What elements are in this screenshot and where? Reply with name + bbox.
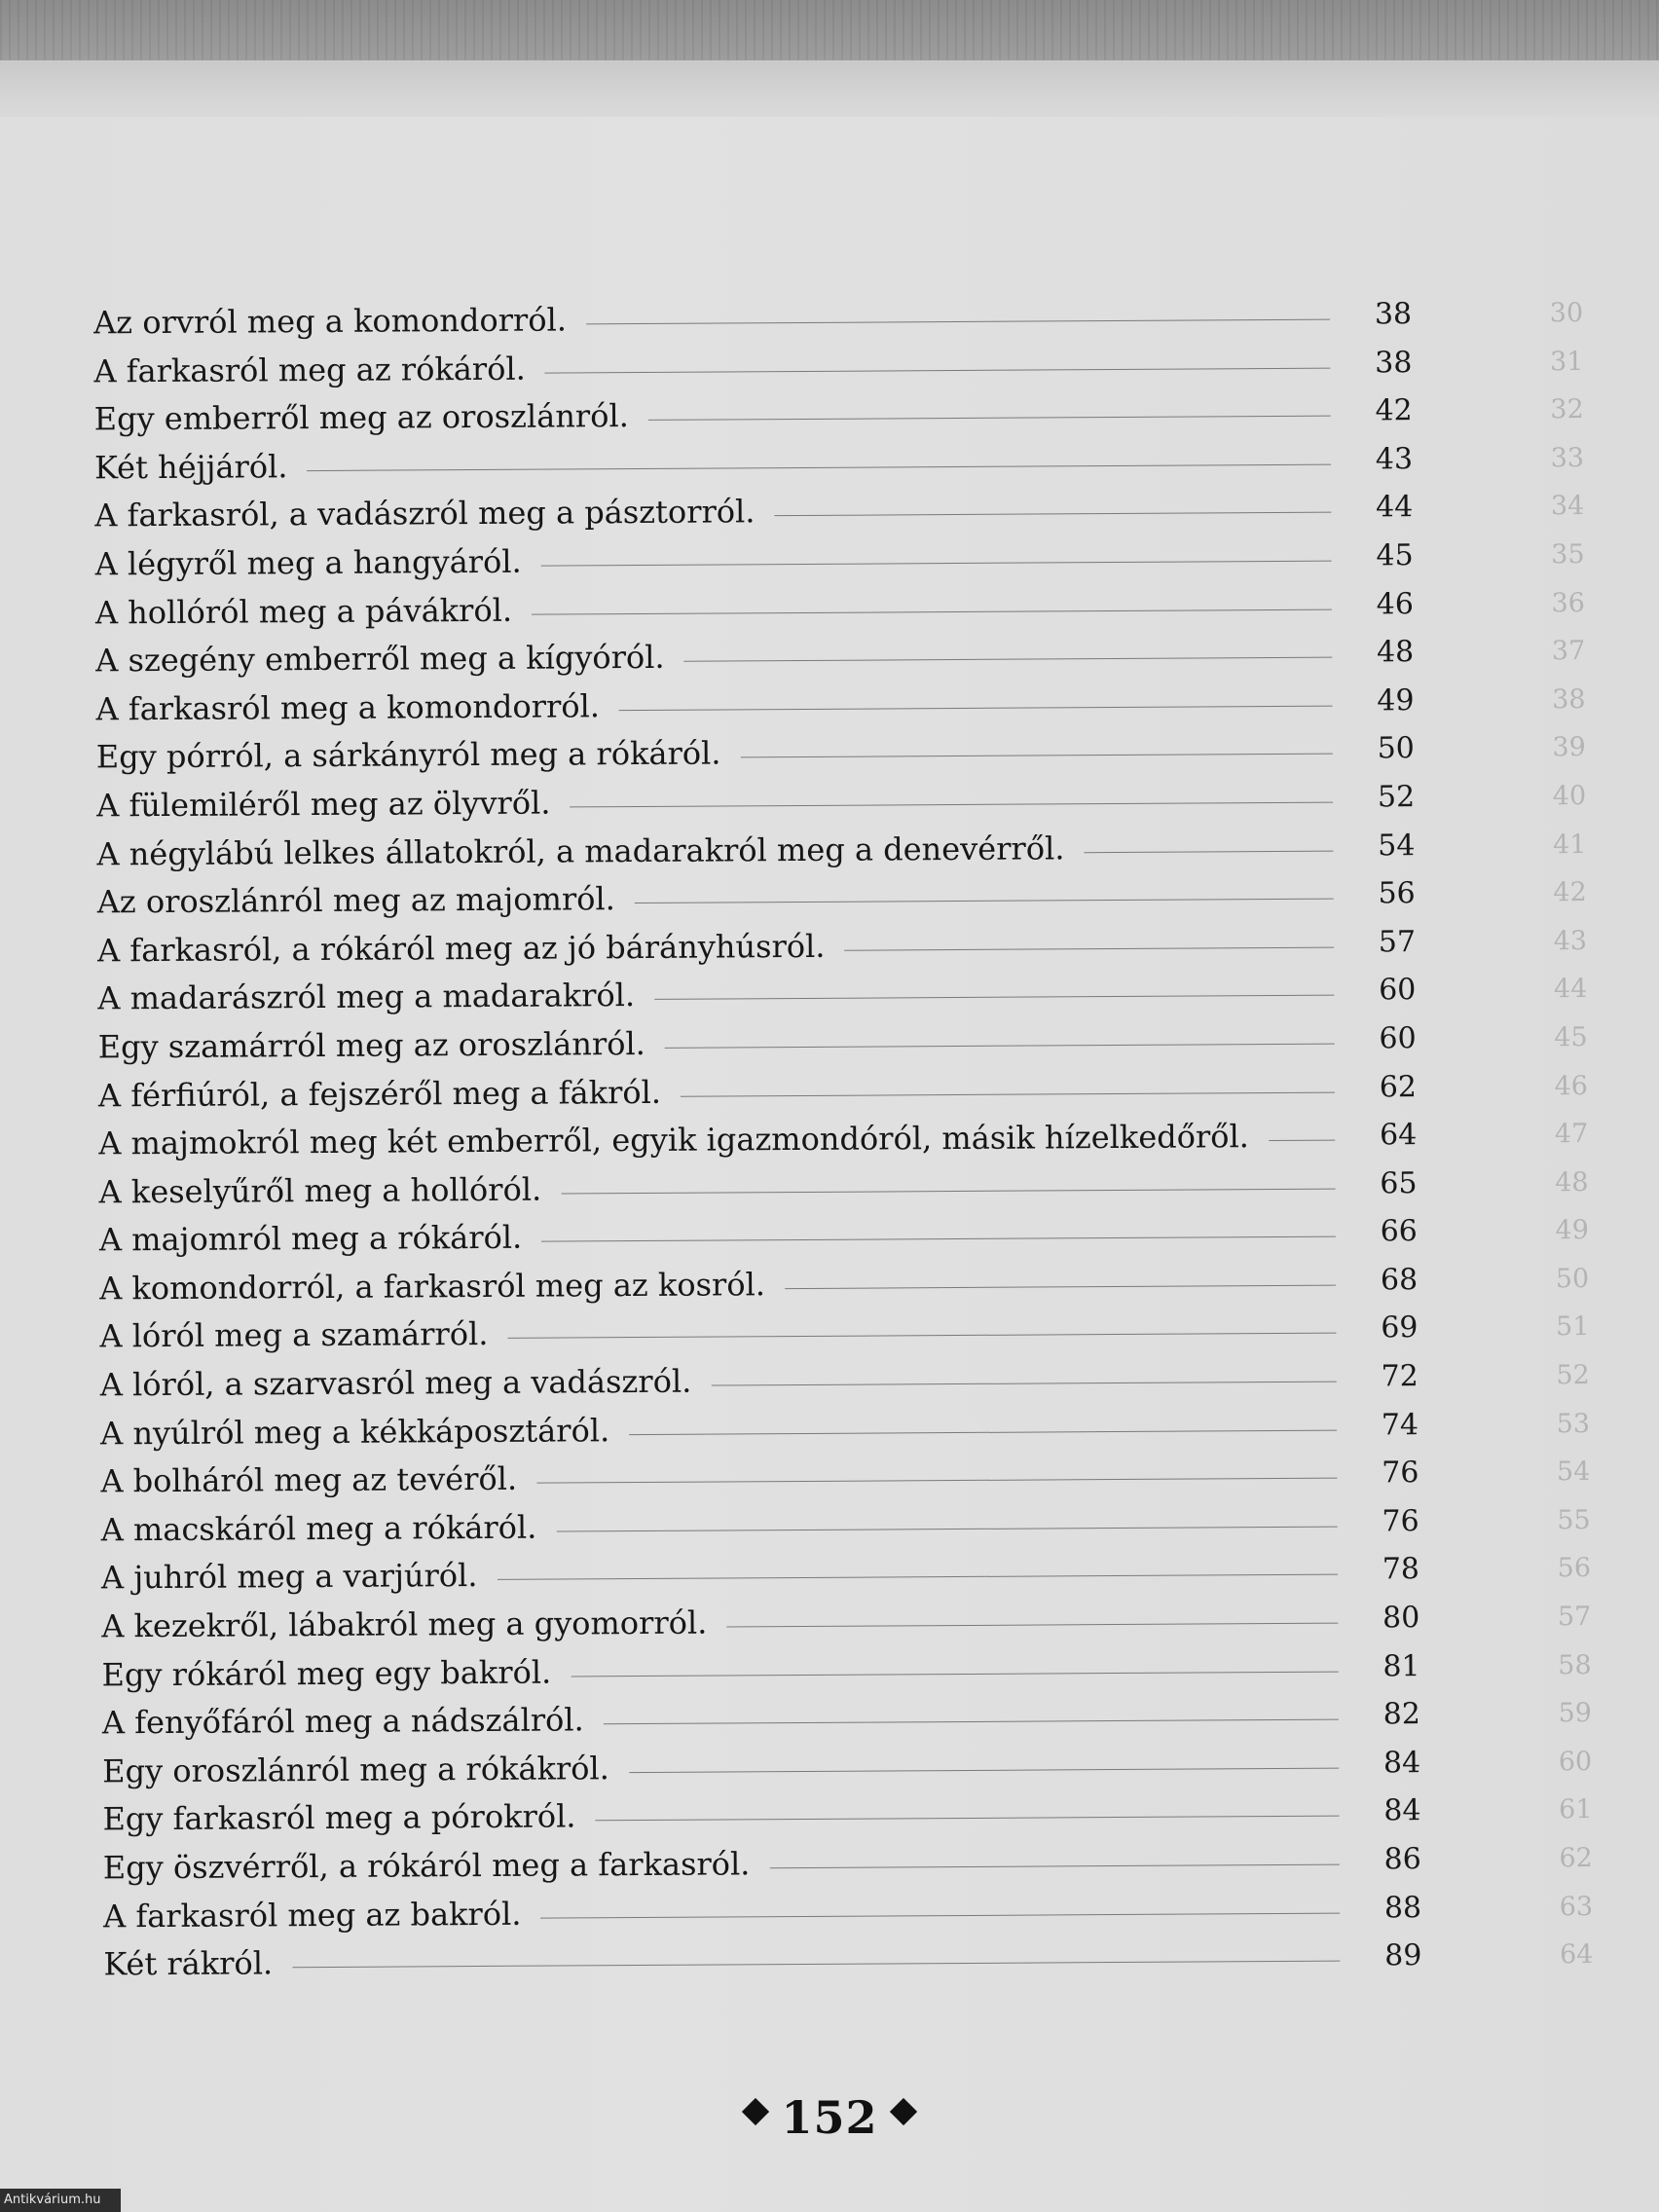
toc-entry-title: Egy rókáról meg egy bakról. — [101, 1653, 552, 1694]
leader-line — [844, 946, 1334, 950]
toc-entry-sequence-number: 51 — [1555, 1311, 1590, 1343]
toc-entry-sequence-number: 42 — [1553, 877, 1587, 908]
leader-line — [544, 367, 1330, 373]
toc-entry-page: 52 — [1377, 780, 1416, 815]
leader-line — [557, 1526, 1338, 1531]
toc-entry-page: 76 — [1382, 1503, 1419, 1539]
diamond-ornament-icon — [742, 2098, 769, 2125]
toc-entry-page: 86 — [1383, 1842, 1421, 1877]
toc-entry-page: 45 — [1376, 538, 1414, 573]
leader-line — [541, 561, 1332, 567]
toc-entry-sequence-number: 57 — [1557, 1602, 1592, 1633]
watermark-label: Antikvárium.hu — [0, 2189, 121, 2212]
leader-line — [774, 512, 1331, 516]
page-number-footer — [720, 2091, 939, 2159]
toc-entry-page: 66 — [1380, 1214, 1418, 1249]
toc-entry-sequence-number: 47 — [1554, 1119, 1589, 1150]
leader-line — [307, 463, 1331, 470]
toc-entry-title: Egy farkasról meg a pórokról. — [102, 1797, 576, 1838]
toc-entry-title: A macskáról meg a rókáról. — [100, 1508, 537, 1549]
toc-entry-sequence-number: 31 — [1549, 346, 1584, 377]
toc-entry-page: 68 — [1380, 1262, 1419, 1298]
toc-entry-title: A farkasról meg az rókáról. — [93, 350, 526, 390]
table-of-contents — [0, 294, 1659, 1994]
leader-line — [596, 1816, 1340, 1822]
toc-entry-page: 84 — [1383, 1793, 1421, 1828]
toc-entry-sequence-number: 61 — [1559, 1794, 1593, 1825]
toc-entry-title: A férfiúról, a fejszéről meg a fákról. — [97, 1073, 662, 1114]
leader-line — [681, 1091, 1335, 1096]
toc-entry-sequence-number: 49 — [1555, 1215, 1589, 1246]
toc-entry-page: 56 — [1378, 876, 1416, 911]
toc-entry-sequence-number: 40 — [1552, 780, 1587, 812]
toc-entry-title: A fülemiléről meg az ölyvről. — [96, 784, 551, 825]
toc-entry-page: 44 — [1376, 490, 1414, 525]
leader-line — [507, 1333, 1336, 1339]
leader-line — [604, 1719, 1339, 1725]
toc-entry-sequence-number: 38 — [1552, 683, 1586, 716]
toc-entry-title: A fenyőfáról meg a nádszálról. — [101, 1701, 584, 1742]
toc-entry-title: Két rákról. — [103, 1944, 274, 1983]
toc-entry-page: 38 — [1375, 345, 1413, 380]
toc-entry-page: 76 — [1382, 1456, 1419, 1491]
toc-entry-page: 69 — [1381, 1310, 1419, 1346]
leader-line — [532, 608, 1332, 614]
toc-entry-sequence-number: 37 — [1551, 636, 1586, 667]
leader-line — [654, 995, 1334, 1000]
leader-line — [648, 416, 1331, 421]
toc-entry-title: Egy szamárról meg az oroszlánról. — [97, 1024, 645, 1066]
leader-line — [498, 1574, 1338, 1580]
toc-entry-sequence-number: 53 — [1556, 1408, 1591, 1439]
toc-entry-page: 42 — [1375, 393, 1413, 428]
page-number: 152 — [781, 2091, 878, 2144]
toc-entry-title: A lóról meg a szamárról. — [99, 1315, 489, 1355]
toc-entry-title: Egy pórról, a sárkányról meg a rókáról. — [95, 734, 721, 776]
toc-entry-title: A lóról, a szarvasról meg a vadászról. — [99, 1362, 692, 1404]
toc-entry-sequence-number: 55 — [1557, 1504, 1591, 1536]
toc-entry-sequence-number: 34 — [1550, 491, 1585, 522]
toc-entry-sequence-number: 39 — [1552, 732, 1586, 763]
toc-entry — [10, 1936, 1659, 1994]
leader-line — [571, 1671, 1339, 1677]
toc-entry-sequence-number: 41 — [1552, 829, 1587, 860]
toc-entry-title: Az orvról meg a komondorról. — [93, 301, 568, 342]
leader-line — [292, 1961, 1340, 1969]
toc-entry-title: A nyúlról meg a kékkáposztáról. — [99, 1411, 610, 1453]
toc-entry-title: A keselyűről meg a hollóról. — [98, 1170, 542, 1211]
toc-entry-page: 84 — [1382, 1745, 1421, 1781]
toc-entry-title: A farkasról, a rókáról meg az jó bárányhúsról. — [96, 927, 826, 970]
toc-entry-page: 60 — [1379, 973, 1417, 1008]
toc-entry-title: A juhról meg a varjúról. — [100, 1557, 478, 1597]
toc-entry-title: A farkasról meg az bakról. — [103, 1895, 522, 1935]
toc-entry-sequence-number: 43 — [1553, 925, 1588, 956]
leader-line — [629, 1767, 1339, 1772]
toc-entry-page: 48 — [1376, 635, 1415, 670]
toc-entry-title: A légyről meg a hangyáról. — [94, 542, 522, 583]
toc-entry-sequence-number: 35 — [1551, 539, 1585, 571]
toc-entry-sequence-number: 33 — [1550, 442, 1585, 474]
toc-entry-page: 49 — [1377, 682, 1415, 719]
leader-line — [1269, 1140, 1335, 1141]
leader-line — [741, 754, 1333, 758]
toc-entry-title: Egy oroszlánról meg a rókákról. — [102, 1750, 609, 1790]
toc-entry-sequence-number: 46 — [1554, 1070, 1589, 1101]
toc-entry-sequence-number: 48 — [1555, 1166, 1589, 1198]
leader-line — [683, 657, 1332, 662]
leader-line — [586, 319, 1330, 325]
toc-entry-title: Egy öszvérről, a rókáról meg a farkasról. — [102, 1845, 751, 1887]
toc-entry-sequence-number: 44 — [1553, 974, 1588, 1005]
toc-entry-sequence-number: 62 — [1559, 1843, 1593, 1874]
toc-entry-title: Egy emberről meg az oroszlánról. — [93, 397, 629, 438]
toc-entry-title: A bolháról meg az tevéről. — [100, 1460, 518, 1500]
toc-entry-page: 72 — [1381, 1359, 1419, 1394]
toc-entry-page: 64 — [1379, 1118, 1418, 1153]
toc-entry-title: A komondorról, a farkasról meg az kosról. — [99, 1266, 766, 1308]
toc-entry-page: 65 — [1380, 1165, 1418, 1201]
toc-entry-page: 89 — [1384, 1938, 1422, 1973]
toc-entry-page: 62 — [1379, 1069, 1418, 1104]
toc-entry-title: A farkasról meg a komondorról. — [95, 686, 601, 728]
toc-entry-sequence-number: 50 — [1555, 1263, 1590, 1295]
leader-line — [629, 1429, 1337, 1434]
toc-entry-sequence-number: 30 — [1549, 298, 1584, 329]
toc-entry-sequence-number: 59 — [1558, 1698, 1592, 1729]
toc-entry-sequence-number: 32 — [1550, 394, 1584, 425]
leader-line — [665, 1044, 1335, 1049]
toc-entry-title: A majomról meg a rókáról. — [98, 1219, 523, 1259]
toc-entry-sequence-number: 56 — [1557, 1553, 1592, 1584]
leader-line — [635, 899, 1334, 903]
toc-entry-sequence-number: 63 — [1559, 1891, 1594, 1922]
toc-entry-page: 38 — [1374, 297, 1413, 332]
leader-line — [541, 1236, 1336, 1242]
toc-entry-title: A kezekről, lábakról meg a gyomorról. — [101, 1604, 708, 1645]
toc-entry-page: 57 — [1378, 924, 1417, 960]
toc-entry-page: 80 — [1382, 1601, 1420, 1636]
toc-entry-title: A majmokról meg két emberről, egyik igazmondóról, másik hízelkedőről. — [98, 1118, 1250, 1162]
toc-entry-page: 78 — [1382, 1552, 1420, 1587]
toc-entry-page: 50 — [1377, 731, 1415, 766]
toc-entry-title: A négylábú lelkes állatokról, a madarakról meg a denevérről. — [96, 829, 1065, 872]
toc-entry-sequence-number: 45 — [1554, 1021, 1588, 1053]
leader-line — [619, 705, 1333, 710]
diamond-ornament-icon — [889, 2098, 916, 2125]
leader-line — [785, 1285, 1336, 1289]
leader-line — [770, 1864, 1340, 1869]
toc-entry-title: A farkasról, a vadászról meg a pásztorról. — [94, 493, 756, 535]
toc-entry-sequence-number: 58 — [1558, 1649, 1592, 1680]
leader-line — [1084, 850, 1333, 853]
leader-line — [536, 1478, 1337, 1484]
toc-entry-title: A hollóról meg a pávákról. — [94, 591, 513, 631]
leader-line — [562, 1188, 1336, 1194]
toc-entry-title: A madarászról meg a madarakról. — [97, 977, 636, 1017]
leader-line — [570, 802, 1333, 808]
toc-entry-page: 60 — [1379, 1021, 1417, 1056]
toc-entry-sequence-number: 54 — [1556, 1456, 1591, 1488]
toc-entry-page: 54 — [1378, 828, 1416, 863]
toc-entry-page: 43 — [1375, 441, 1414, 477]
toc-entry-sequence-number: 64 — [1559, 1939, 1594, 1971]
toc-entry-title: Az oroszlánról meg az majomról. — [96, 880, 615, 921]
toc-entry-sequence-number: 60 — [1558, 1746, 1593, 1778]
toc-entry-title: Két héjjáról. — [93, 447, 288, 487]
toc-entry-page: 81 — [1382, 1648, 1420, 1683]
toc-entry-page: 46 — [1376, 586, 1415, 621]
toc-entry-page: 88 — [1383, 1890, 1422, 1925]
toc-entry-sequence-number: 52 — [1556, 1360, 1590, 1391]
leader-line — [712, 1382, 1337, 1386]
toc-entry-sequence-number: 36 — [1551, 587, 1586, 618]
toc-entry-page: 74 — [1381, 1407, 1419, 1443]
toc-entry-page: 82 — [1382, 1697, 1420, 1732]
leader-line — [726, 1623, 1338, 1628]
toc-entry-title: A szegény emberről meg a kígyóról. — [95, 638, 665, 680]
leader-line — [540, 1912, 1340, 1918]
